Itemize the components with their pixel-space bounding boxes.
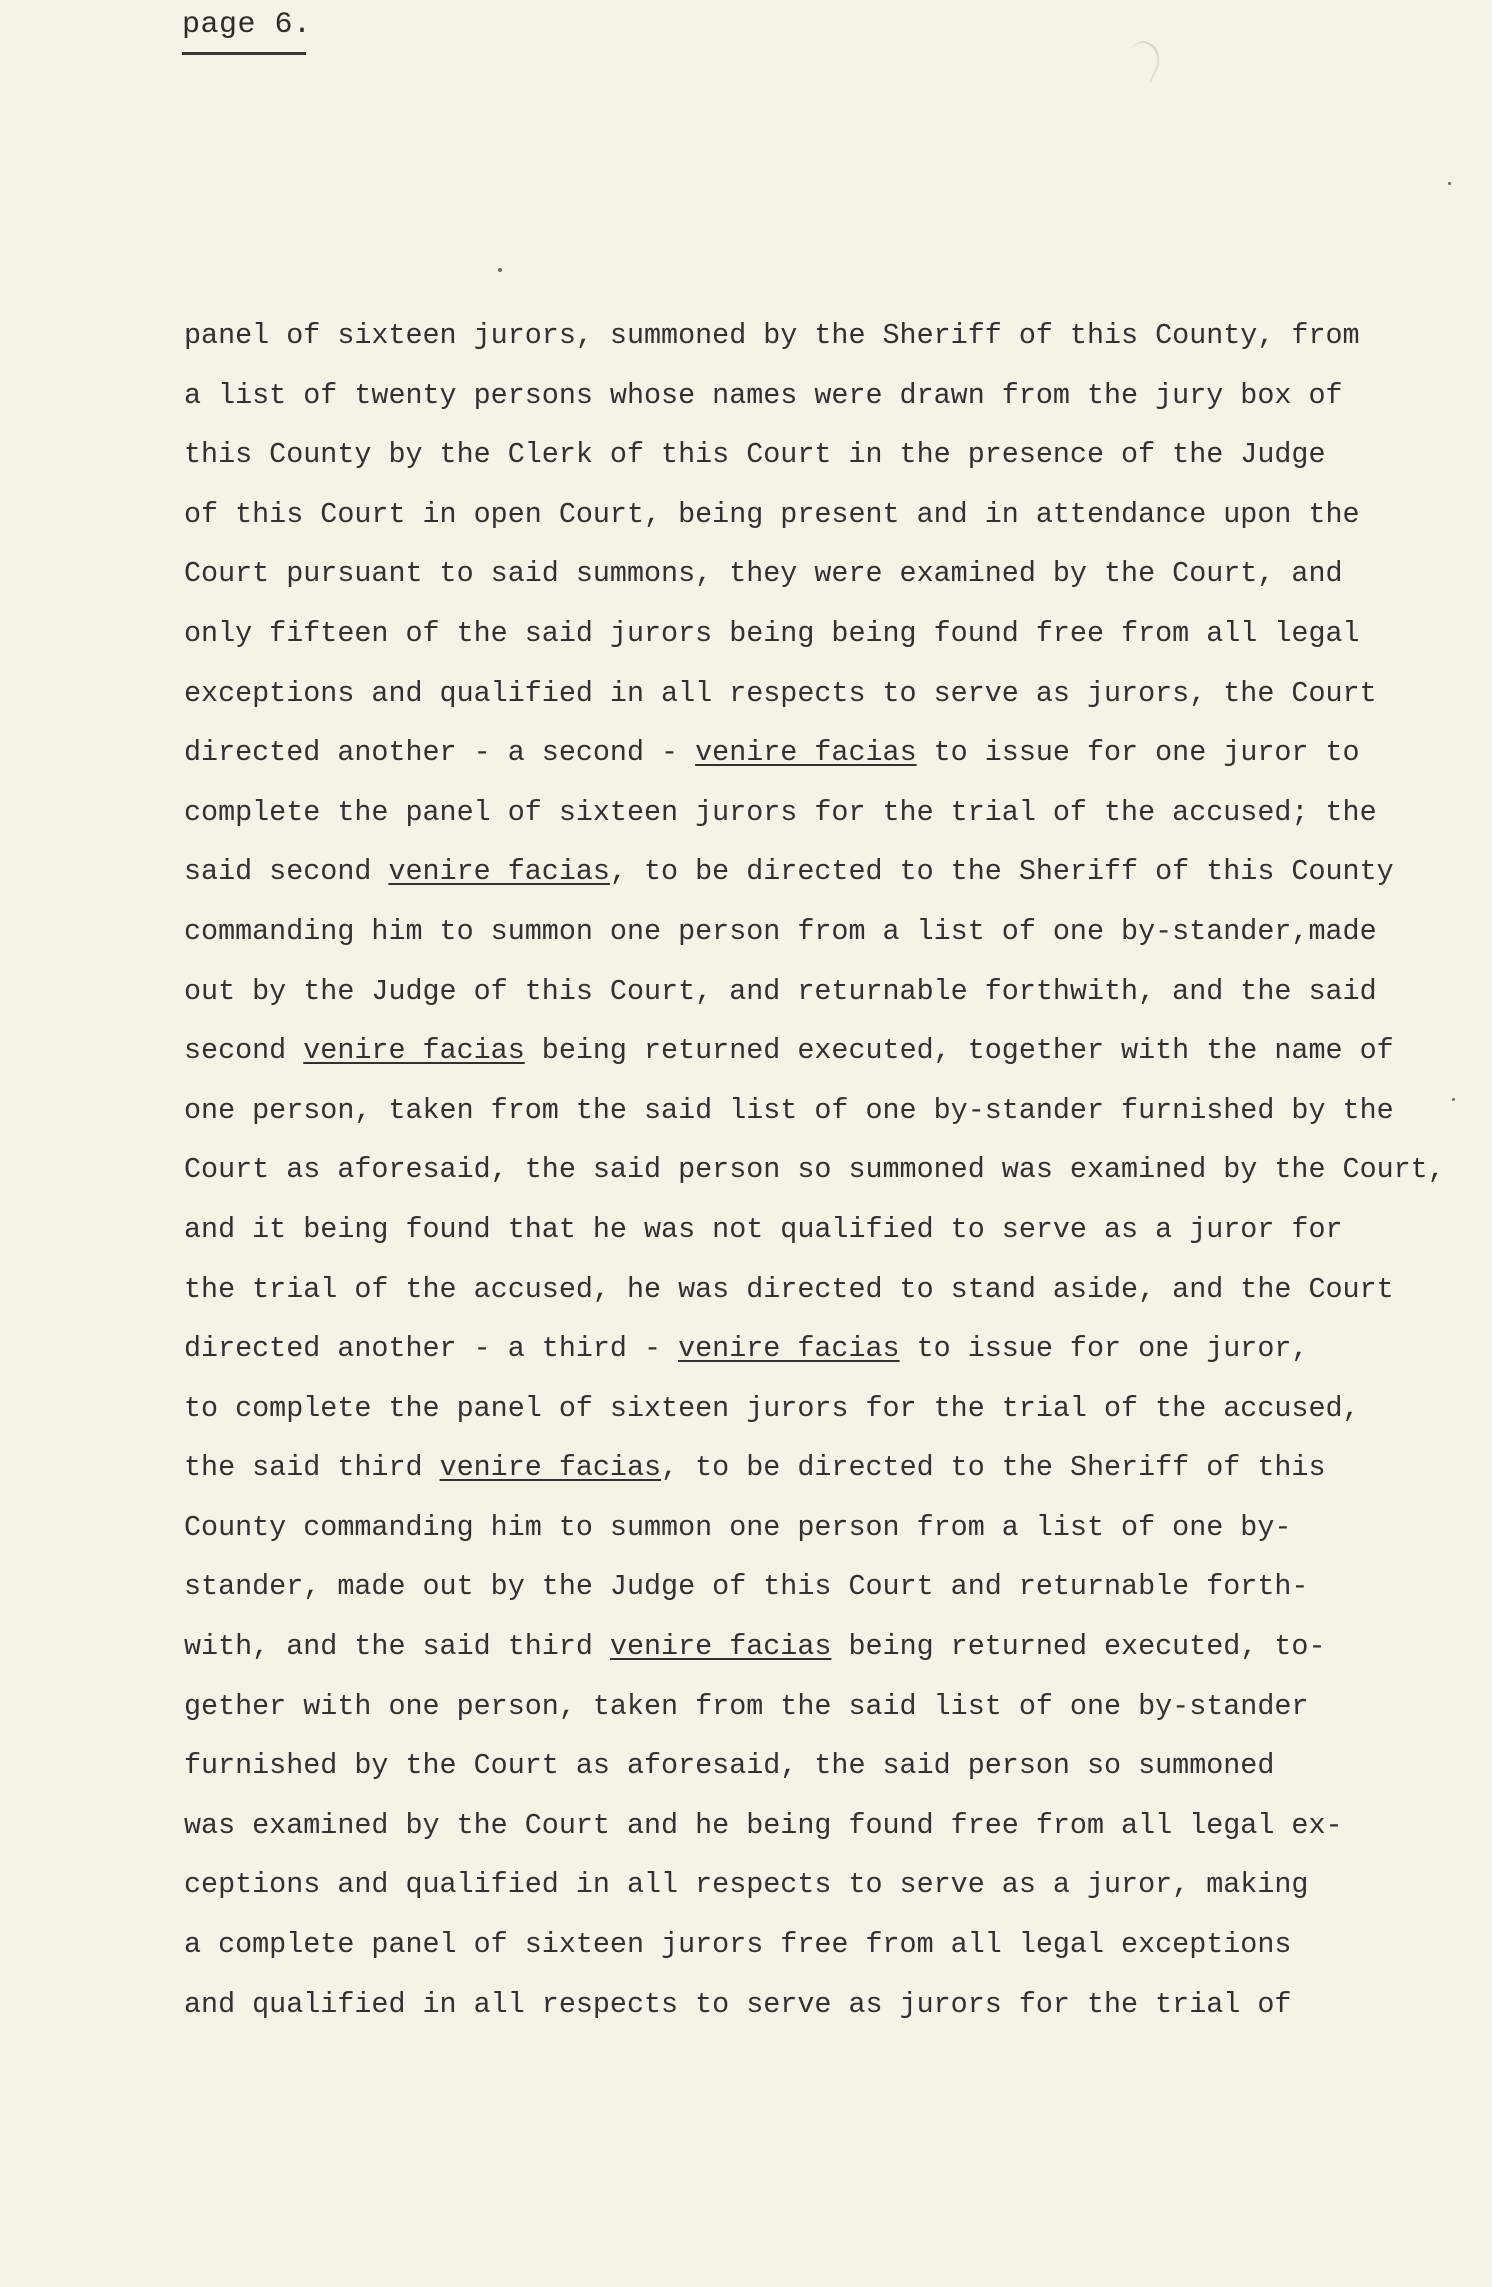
text-run: stander, made out by the Judge of this Court and returnable forth- xyxy=(184,1570,1309,1604)
text-line xyxy=(184,544,1484,604)
text-run: being returned executed, to- xyxy=(831,1630,1326,1664)
text-run: , to be directed to the Sheriff of this xyxy=(661,1451,1326,1485)
text-line xyxy=(184,1260,1484,1320)
page-number: page 6. xyxy=(182,8,312,42)
text-run: being returned executed, together with the name of xyxy=(524,1034,1394,1068)
text-run: the trial of the accused, he was directed to stand aside, and the Court xyxy=(184,1272,1394,1306)
paper-speck xyxy=(498,268,502,272)
text-line xyxy=(184,902,1484,962)
text-line xyxy=(184,1617,1484,1677)
underlined-term: venire facias xyxy=(303,1034,525,1068)
text-run: , to be directed to the Sheriff of this County xyxy=(609,855,1394,889)
text-run: the said third xyxy=(184,1451,440,1485)
text-run: commanding him to summon one person from a list of one by-stander,made xyxy=(184,914,1377,948)
text-run: exceptions and qualified in all respects to serve as jurors, the Court xyxy=(184,676,1377,710)
underlined-term: venire facias xyxy=(695,736,917,770)
text-line xyxy=(184,1915,1484,1975)
text-run: to complete the panel of sixteen jurors for the trial of the accused, xyxy=(184,1391,1360,1425)
text-run: said second xyxy=(184,855,389,889)
text-run: Court pursuant to said summons, they were examined by the Court, and xyxy=(184,557,1343,591)
text-line xyxy=(184,723,1484,783)
text-line xyxy=(184,366,1484,426)
text-line xyxy=(184,664,1484,724)
text-line xyxy=(184,1736,1484,1796)
text-run: of this Court in open Court, being present and in attendance upon the xyxy=(184,497,1360,531)
page-edge xyxy=(1492,0,1500,2287)
paper-crease xyxy=(1122,37,1166,83)
text-run: this County by the Clerk of this Court in the presence of the Judge xyxy=(184,438,1326,472)
text-line xyxy=(184,1498,1484,1558)
underlined-term: venire facias xyxy=(678,1332,900,1366)
text-line xyxy=(184,962,1484,1022)
text-run: with, and the said third xyxy=(184,1630,610,1664)
text-run: panel of sixteen jurors, summoned by the Sheriff of this County, from xyxy=(184,319,1360,352)
text-run: and qualified in all respects to serve as jurors for the trial of xyxy=(184,1987,1292,2021)
text-run: Court as aforesaid, the said person so summoned was examined by the Court, xyxy=(184,1153,1445,1187)
text-line xyxy=(184,1557,1484,1617)
underlined-term: venire facias xyxy=(609,1630,832,1664)
page-number-underline xyxy=(182,52,306,55)
text-run: directed another - a third - xyxy=(184,1332,679,1366)
text-line xyxy=(184,425,1484,485)
text-line xyxy=(184,783,1484,843)
text-run: a list of twenty persons whose names were drawn from the jury box of xyxy=(184,378,1343,412)
text-run: furnished by the Court as aforesaid, the said person so summoned xyxy=(184,1749,1275,1783)
text-line xyxy=(184,842,1484,902)
text-run: complete the panel of sixteen jurors for the trial of the accused; the xyxy=(184,795,1377,829)
text-run: was examined by the Court and he being found free from all legal ex- xyxy=(184,1808,1343,1842)
text-line xyxy=(184,1021,1484,1081)
text-run: County commanding him to summon one person from a list of one by- xyxy=(184,1510,1292,1544)
text-run: and it being found that he was not qualified to serve as a juror for xyxy=(184,1212,1343,1246)
text-line xyxy=(184,1438,1484,1498)
text-line xyxy=(184,1855,1484,1915)
text-line xyxy=(184,1677,1484,1737)
underlined-term: venire facias xyxy=(388,855,610,889)
text-line xyxy=(184,1081,1484,1141)
text-line xyxy=(184,306,1484,366)
paper-speck xyxy=(1448,182,1451,185)
text-line xyxy=(184,1200,1484,1260)
text-run: one person, taken from the said list of one by-stander furnished by the xyxy=(184,1093,1394,1127)
text-line xyxy=(184,485,1484,545)
text-line xyxy=(184,1140,1484,1200)
text-line xyxy=(184,1975,1484,2035)
text-run: gether with one person, taken from the said list of one by-stander xyxy=(184,1689,1309,1723)
text-line xyxy=(184,604,1484,664)
text-run: to issue for one juror to xyxy=(916,736,1360,770)
text-run: directed another - a second - xyxy=(184,736,696,770)
underlined-term: venire facias xyxy=(439,1451,662,1485)
text-run: a complete panel of sixteen jurors free from all legal exceptions xyxy=(184,1928,1292,1962)
text-run: only fifteen of the said jurors being being found free from all legal xyxy=(184,616,1360,650)
text-line xyxy=(184,1319,1484,1379)
text-run: second xyxy=(184,1034,304,1068)
text-run: to issue for one juror, xyxy=(899,1332,1309,1366)
text-line xyxy=(184,1796,1484,1856)
typed-body-text xyxy=(184,306,1484,2034)
text-line xyxy=(184,1379,1484,1439)
text-run: out by the Judge of this Court, and returnable forthwith, and the said xyxy=(184,974,1377,1008)
text-run: ceptions and qualified in all respects to serve as a juror, making xyxy=(184,1868,1309,1902)
